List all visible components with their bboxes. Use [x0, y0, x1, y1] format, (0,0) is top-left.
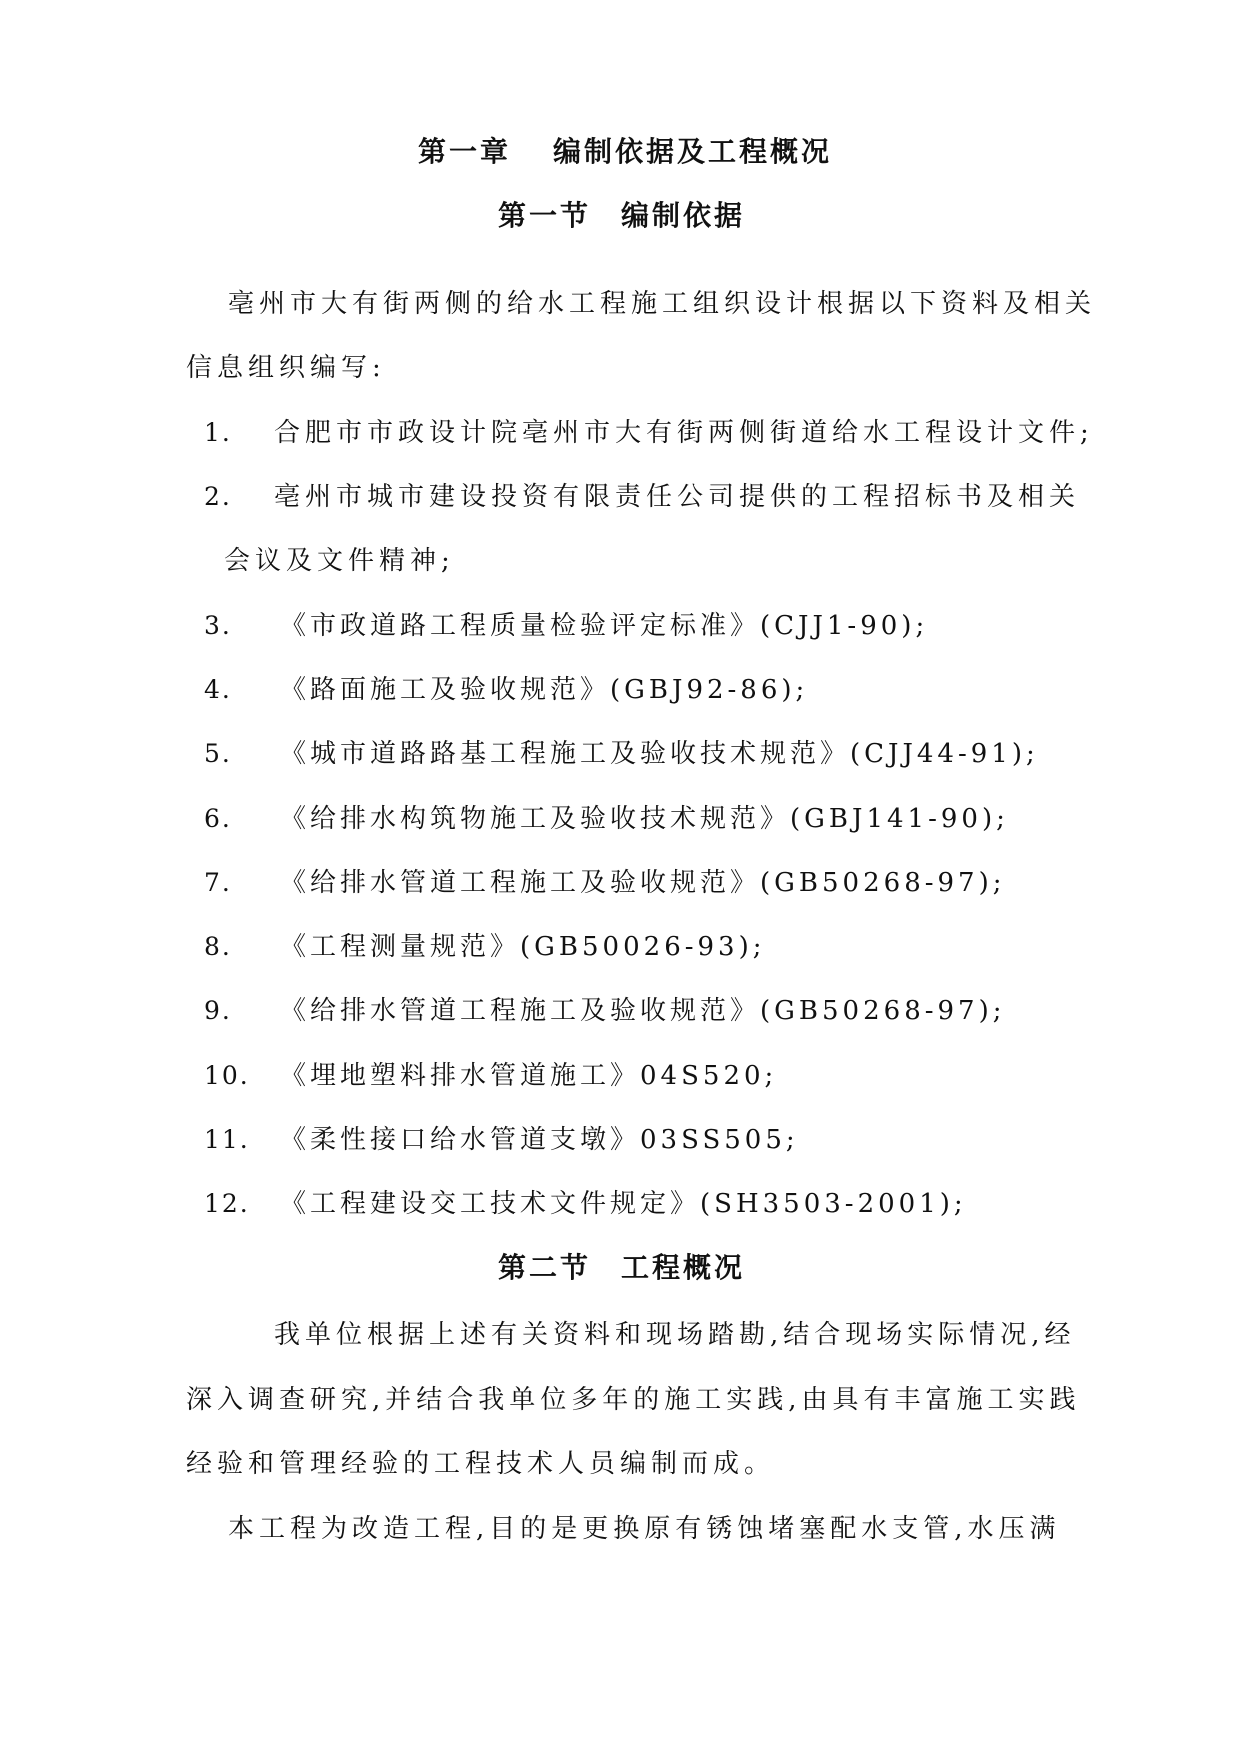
list-item-number: 6. [204, 804, 232, 833]
list-item: 《柔性接口给水管道支墩》03SS505; [280, 1125, 799, 1155]
list-item: 《给排水管道工程施工及验收规范》(GB50268-97); [280, 996, 1006, 1026]
list-item-number: 2. [204, 482, 232, 511]
section2-heading [498, 1248, 745, 1288]
list-item-number: 10. [204, 1061, 250, 1090]
list-item: 《埋地塑料排水管道施工》04S520; [280, 1061, 778, 1091]
chapter-heading [418, 132, 832, 172]
list-item: 《市政道路工程质量检验评定标准》(CJJ1-90); [280, 611, 929, 641]
section1-title: 编制依据 [621, 199, 746, 232]
list-item-number: 8. [204, 932, 232, 961]
list-item-number: 11. [204, 1125, 250, 1154]
section2-paragraph1-line3: 经验和管理经验的工程技术人员编制而成。 [186, 1449, 776, 1479]
section2-title: 工程概况 [621, 1251, 746, 1284]
list-item: 《给排水管道工程施工及验收规范》(GB50268-97); [280, 868, 1006, 898]
section1-intro-line1: 亳州市大有街两侧的给水工程施工组织设计根据以下资料及相关 [228, 289, 1097, 319]
list-item: 《给排水构筑物施工及验收技术规范》(GBJ141-90); [280, 804, 1009, 834]
list-item-continuation: 会议及文件精神; [224, 546, 455, 576]
list-item: 《城市道路路基工程施工及验收技术规范》(CJJ44-91); [280, 739, 1039, 769]
list-item: 《工程建设交工技术文件规定》(SH3503-2001); [280, 1189, 967, 1219]
section2-number: 第二节 [498, 1251, 592, 1284]
list-item-number: 9. [204, 996, 232, 1025]
list-item-number: 3. [204, 611, 232, 640]
list-item-number: 1. [204, 418, 232, 447]
list-item: 合肥市市政设计院亳州市大有街两侧街道给水工程设计文件; [274, 418, 1094, 448]
section1-number: 第一节 [498, 199, 592, 232]
list-item: 亳州市城市建设投资有限责任公司提供的工程招标书及相关 [274, 482, 1081, 512]
section1-intro-line2: 信息组织编写: [186, 353, 386, 383]
list-item-number: 7. [204, 868, 232, 897]
chapter-number: 第一章 [418, 135, 512, 168]
section2-paragraph1-line1: 我单位根据上述有关资料和现场踏勘,结合现场实际情况,经 [274, 1320, 1076, 1350]
list-item-number: 12. [204, 1189, 250, 1218]
list-item: 《路面施工及验收规范》(GBJ92-86); [280, 675, 809, 705]
section1-heading [498, 196, 745, 236]
list-item-number: 5. [204, 739, 232, 768]
list-item: 《工程测量规范》(GB50026-93); [280, 932, 766, 962]
chapter-title: 编制依据及工程概况 [553, 135, 833, 168]
list-item-number: 4. [204, 675, 232, 704]
section2-paragraph1-line2: 深入调查研究,并结合我单位多年的施工实践,由具有丰富施工实践 [186, 1385, 1081, 1415]
section2-paragraph2-line1: 本工程为改造工程,目的是更换原有锈蚀堵塞配水支管,水压满 [228, 1514, 1061, 1544]
